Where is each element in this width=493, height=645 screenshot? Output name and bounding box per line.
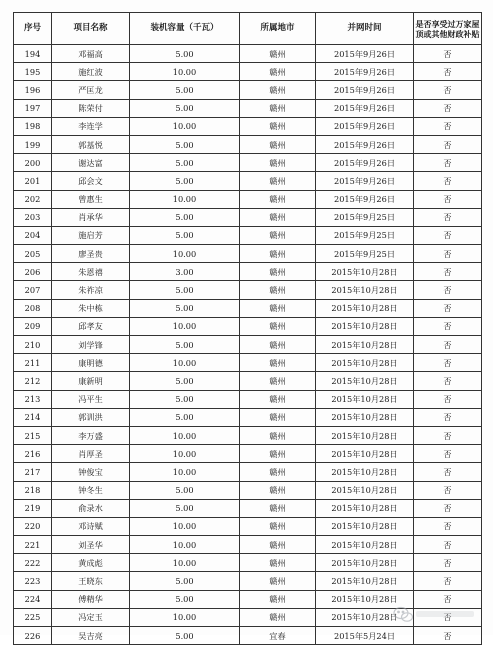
cell-city: 赣州 xyxy=(240,245,316,263)
cell-capacity: 5.00 xyxy=(130,99,240,117)
cell-date: 2015年10月28日 xyxy=(316,408,414,426)
cell-capacity: 5.00 xyxy=(130,172,240,190)
cell-name: 邱会文 xyxy=(52,172,130,190)
cell-name: 谢达富 xyxy=(52,154,130,172)
cell-city: 赣州 xyxy=(240,281,316,299)
table-body xyxy=(14,45,482,645)
cell-name: 吴吉亮 xyxy=(52,627,130,645)
cell-date: 2015年10月28日 xyxy=(316,445,414,463)
cell-date: 2015年10月28日 xyxy=(316,372,414,390)
table-row xyxy=(14,45,482,63)
cell-no: 214 xyxy=(14,408,52,426)
subsidy-project-table xyxy=(13,12,482,645)
table-row xyxy=(14,154,482,172)
table-row xyxy=(14,463,482,481)
cell-date: 2015年9月25日 xyxy=(316,226,414,244)
cell-subsidy: 否 xyxy=(414,372,482,390)
cell-city: 赣州 xyxy=(240,445,316,463)
cell-city: 赣州 xyxy=(240,81,316,99)
cell-name: 施红波 xyxy=(52,63,130,81)
cell-city: 赣州 xyxy=(240,481,316,499)
table-header-row xyxy=(14,13,482,45)
cell-subsidy: 否 xyxy=(414,390,482,408)
cell-subsidy: 否 xyxy=(414,481,482,499)
cell-date: 2015年9月25日 xyxy=(316,245,414,263)
cell-subsidy: 否 xyxy=(414,99,482,117)
cell-name: 邓诗赋 xyxy=(52,517,130,535)
cell-subsidy: 否 xyxy=(414,190,482,208)
cell-subsidy: 否 xyxy=(414,226,482,244)
cell-date: 2015年9月26日 xyxy=(316,172,414,190)
cell-name: 朱中栋 xyxy=(52,299,130,317)
cell-date: 2015年10月28日 xyxy=(316,572,414,590)
cell-subsidy: 否 xyxy=(414,336,482,354)
table-row xyxy=(14,245,482,263)
cell-capacity: 10.00 xyxy=(130,190,240,208)
cell-no: 194 xyxy=(14,45,52,63)
cell-city: 赣州 xyxy=(240,117,316,135)
cell-name: 钟俊宝 xyxy=(52,463,130,481)
table-row xyxy=(14,226,482,244)
wechat-logo-icon xyxy=(394,608,413,622)
cell-name: 冯定玉 xyxy=(52,608,130,626)
cell-subsidy: 否 xyxy=(414,45,482,63)
cell-date: 2015年10月28日 xyxy=(316,263,414,281)
cell-capacity: 10.00 xyxy=(130,245,240,263)
table-row xyxy=(14,190,482,208)
cell-capacity: 5.00 xyxy=(130,627,240,645)
cell-no: 212 xyxy=(14,372,52,390)
cell-no: 195 xyxy=(14,63,52,81)
cell-subsidy: 否 xyxy=(414,263,482,281)
table-row xyxy=(14,317,482,335)
cell-capacity: 5.00 xyxy=(130,408,240,426)
cell-date: 2015年10月28日 xyxy=(316,390,414,408)
cell-no: 226 xyxy=(14,627,52,645)
cell-city: 赣州 xyxy=(240,554,316,572)
cell-city: 赣州 xyxy=(240,263,316,281)
cell-no: 220 xyxy=(14,517,52,535)
cell-no: 224 xyxy=(14,590,52,608)
cell-no: 223 xyxy=(14,572,52,590)
cell-date: 2015年10月28日 xyxy=(316,463,414,481)
cell-city: 宜春 xyxy=(240,627,316,645)
cell-capacity: 5.00 xyxy=(130,372,240,390)
cell-city: 赣州 xyxy=(240,536,316,554)
cell-capacity: 5.00 xyxy=(130,299,240,317)
cell-subsidy: 否 xyxy=(414,536,482,554)
cell-subsidy: 否 xyxy=(414,63,482,81)
cell-name: 邓福高 xyxy=(52,45,130,63)
cell-date: 2015年10月28日 xyxy=(316,481,414,499)
cell-capacity: 10.00 xyxy=(130,426,240,444)
cell-no: 221 xyxy=(14,536,52,554)
cell-city: 赣州 xyxy=(240,99,316,117)
cell-date: 2015年5月24日 xyxy=(316,627,414,645)
cell-no: 204 xyxy=(14,226,52,244)
cell-date: 2015年10月28日 xyxy=(316,517,414,535)
cell-date: 2015年10月28日 xyxy=(316,536,414,554)
cell-name: 肖厚圣 xyxy=(52,445,130,463)
header-date: 并网时间 xyxy=(316,13,414,45)
cell-capacity: 5.00 xyxy=(130,336,240,354)
cell-subsidy: 否 xyxy=(414,499,482,517)
cell-name: 李万盛 xyxy=(52,426,130,444)
table-row xyxy=(14,81,482,99)
cell-city: 赣州 xyxy=(240,172,316,190)
header-subsidy: 是否享受过万家屋顶或其他财政补贴 xyxy=(414,13,482,45)
cell-date: 2015年10月28日 xyxy=(316,317,414,335)
cell-name: 邱孝友 xyxy=(52,317,130,335)
cell-name: 刘圣华 xyxy=(52,536,130,554)
cell-name: 刘学锋 xyxy=(52,336,130,354)
cell-name: 俞录水 xyxy=(52,499,130,517)
table-row xyxy=(14,117,482,135)
cell-subsidy: 否 xyxy=(414,317,482,335)
cell-name: 钟冬生 xyxy=(52,481,130,499)
cell-name: 陈荣付 xyxy=(52,99,130,117)
cell-city: 赣州 xyxy=(240,154,316,172)
cell-name: 肖承华 xyxy=(52,208,130,226)
cell-subsidy: 否 xyxy=(414,117,482,135)
cell-city: 赣州 xyxy=(240,572,316,590)
cell-no: 219 xyxy=(14,499,52,517)
cell-subsidy: 否 xyxy=(414,608,482,626)
table-row xyxy=(14,336,482,354)
cell-subsidy: 否 xyxy=(414,572,482,590)
cell-subsidy: 否 xyxy=(414,627,482,645)
cell-city: 赣州 xyxy=(240,336,316,354)
cell-no: 218 xyxy=(14,481,52,499)
cell-date: 2015年9月26日 xyxy=(316,117,414,135)
cell-capacity: 5.00 xyxy=(130,81,240,99)
cell-subsidy: 否 xyxy=(414,172,482,190)
cell-capacity: 10.00 xyxy=(130,463,240,481)
cell-name: 李连学 xyxy=(52,117,130,135)
cell-date: 2015年10月28日 xyxy=(316,354,414,372)
header-name: 项目名称 xyxy=(52,13,130,45)
cell-capacity: 5.00 xyxy=(130,390,240,408)
cell-date: 2015年9月26日 xyxy=(316,45,414,63)
cell-capacity: 5.00 xyxy=(130,572,240,590)
cell-capacity: 5.00 xyxy=(130,590,240,608)
cell-capacity: 5.00 xyxy=(130,45,240,63)
cell-name: 施启芳 xyxy=(52,226,130,244)
cell-no: 222 xyxy=(14,554,52,572)
table-row xyxy=(14,281,482,299)
cell-city: 赣州 xyxy=(240,208,316,226)
cell-date: 2015年9月25日 xyxy=(316,208,414,226)
cell-date: 2015年10月28日 xyxy=(316,426,414,444)
cell-city: 赣州 xyxy=(240,45,316,63)
cell-no: 209 xyxy=(14,317,52,335)
cell-no: 213 xyxy=(14,390,52,408)
cell-subsidy: 否 xyxy=(414,354,482,372)
cell-no: 210 xyxy=(14,336,52,354)
cell-no: 201 xyxy=(14,172,52,190)
cell-no: 216 xyxy=(14,445,52,463)
table-row xyxy=(14,408,482,426)
cell-date: 2015年9月26日 xyxy=(316,135,414,153)
cell-capacity: 5.00 xyxy=(130,281,240,299)
cell-capacity: 10.00 xyxy=(130,317,240,335)
cell-date: 2015年10月28日 xyxy=(316,336,414,354)
table-row xyxy=(14,172,482,190)
cell-subsidy: 否 xyxy=(414,81,482,99)
cell-city: 赣州 xyxy=(240,299,316,317)
cell-city: 赣州 xyxy=(240,390,316,408)
cell-city: 赣州 xyxy=(240,608,316,626)
wechat-watermark-icon xyxy=(392,603,478,625)
cell-subsidy: 否 xyxy=(414,445,482,463)
cell-date: 2015年10月28日 xyxy=(316,499,414,517)
table-row xyxy=(14,299,482,317)
cell-subsidy: 否 xyxy=(414,281,482,299)
cell-subsidy: 否 xyxy=(414,517,482,535)
table-row xyxy=(14,445,482,463)
cell-subsidy: 否 xyxy=(414,554,482,572)
cell-subsidy: 否 xyxy=(414,408,482,426)
cell-city: 赣州 xyxy=(240,190,316,208)
table-row xyxy=(14,536,482,554)
cell-date: 2015年9月26日 xyxy=(316,81,414,99)
table-row xyxy=(14,390,482,408)
cell-city: 赣州 xyxy=(240,226,316,244)
cell-date: 2015年10月28日 xyxy=(316,554,414,572)
cell-no: 217 xyxy=(14,463,52,481)
cell-date: 2015年10月28日 xyxy=(316,299,414,317)
cell-subsidy: 否 xyxy=(414,426,482,444)
cell-subsidy: 否 xyxy=(414,590,482,608)
cell-name: 傅精华 xyxy=(52,590,130,608)
cell-subsidy: 否 xyxy=(414,245,482,263)
cell-name: 郭训洪 xyxy=(52,408,130,426)
cell-no: 207 xyxy=(14,281,52,299)
cell-subsidy: 否 xyxy=(414,299,482,317)
cell-capacity: 10.00 xyxy=(130,117,240,135)
cell-city: 赣州 xyxy=(240,135,316,153)
cell-no: 203 xyxy=(14,208,52,226)
cell-capacity: 5.00 xyxy=(130,135,240,153)
cell-date: 2015年9月26日 xyxy=(316,99,414,117)
cell-name: 郭基悦 xyxy=(52,135,130,153)
cell-no: 225 xyxy=(14,608,52,626)
table-row xyxy=(14,481,482,499)
cell-capacity: 10.00 xyxy=(130,608,240,626)
cell-capacity: 10.00 xyxy=(130,354,240,372)
cell-no: 200 xyxy=(14,154,52,172)
cell-name: 朱恩禧 xyxy=(52,263,130,281)
header-no: 序号 xyxy=(14,13,52,45)
cell-capacity: 10.00 xyxy=(130,554,240,572)
cell-no: 215 xyxy=(14,426,52,444)
cell-city: 赣州 xyxy=(240,517,316,535)
cell-date: 2015年9月26日 xyxy=(316,190,414,208)
table-row xyxy=(14,63,482,81)
cell-capacity: 10.00 xyxy=(130,536,240,554)
cell-capacity: 10.00 xyxy=(130,445,240,463)
cell-name: 朱祚凉 xyxy=(52,281,130,299)
table-row xyxy=(14,627,482,645)
table-row xyxy=(14,426,482,444)
table-row xyxy=(14,208,482,226)
cell-capacity: 10.00 xyxy=(130,63,240,81)
table-row xyxy=(14,572,482,590)
cell-no: 206 xyxy=(14,263,52,281)
table-row xyxy=(14,554,482,572)
table-row xyxy=(14,99,482,117)
cell-name: 冯平生 xyxy=(52,390,130,408)
cell-no: 197 xyxy=(14,99,52,117)
cell-no: 196 xyxy=(14,81,52,99)
cell-name: 曾惠生 xyxy=(52,190,130,208)
cell-subsidy: 否 xyxy=(414,463,482,481)
cell-name: 康明德 xyxy=(52,354,130,372)
cell-no: 198 xyxy=(14,117,52,135)
cell-capacity: 5.00 xyxy=(130,226,240,244)
table-row xyxy=(14,499,482,517)
cell-date: 2015年9月26日 xyxy=(316,154,414,172)
cell-no: 211 xyxy=(14,354,52,372)
cell-name: 王晓东 xyxy=(52,572,130,590)
cell-capacity: 3.00 xyxy=(130,263,240,281)
cell-no: 205 xyxy=(14,245,52,263)
header-city: 所属地市 xyxy=(240,13,316,45)
table-row xyxy=(14,263,482,281)
cell-no: 208 xyxy=(14,299,52,317)
cell-city: 赣州 xyxy=(240,499,316,517)
cell-no: 202 xyxy=(14,190,52,208)
cell-city: 赣州 xyxy=(240,372,316,390)
cell-capacity: 5.00 xyxy=(130,481,240,499)
cell-date: 2015年10月28日 xyxy=(316,281,414,299)
cell-city: 赣州 xyxy=(240,463,316,481)
table-row xyxy=(14,517,482,535)
cell-city: 赣州 xyxy=(240,63,316,81)
cell-capacity: 5.00 xyxy=(130,154,240,172)
table-row xyxy=(14,354,482,372)
table-row xyxy=(14,372,482,390)
cell-city: 赣州 xyxy=(240,408,316,426)
cell-date: 2015年10月28日 xyxy=(316,590,414,608)
cell-city: 赣州 xyxy=(240,354,316,372)
cell-name: 康新明 xyxy=(52,372,130,390)
cell-name: 廖圣贵 xyxy=(52,245,130,263)
cell-city: 赣州 xyxy=(240,317,316,335)
table-row xyxy=(14,135,482,153)
cell-capacity: 5.00 xyxy=(130,208,240,226)
cell-date: 2015年9月26日 xyxy=(316,63,414,81)
cell-subsidy: 否 xyxy=(414,154,482,172)
cell-no: 199 xyxy=(14,135,52,153)
cell-name: 黄成彪 xyxy=(52,554,130,572)
cell-capacity: 5.00 xyxy=(130,499,240,517)
cell-date: 2015年10月28日 xyxy=(316,608,414,626)
cell-capacity: 10.00 xyxy=(130,517,240,535)
cell-subsidy: 否 xyxy=(414,208,482,226)
cell-city: 赣州 xyxy=(240,426,316,444)
header-capacity: 装机容量（千瓦） xyxy=(130,13,240,45)
cell-name: 严匡龙 xyxy=(52,81,130,99)
cell-subsidy: 否 xyxy=(414,135,482,153)
cell-city: 赣州 xyxy=(240,590,316,608)
